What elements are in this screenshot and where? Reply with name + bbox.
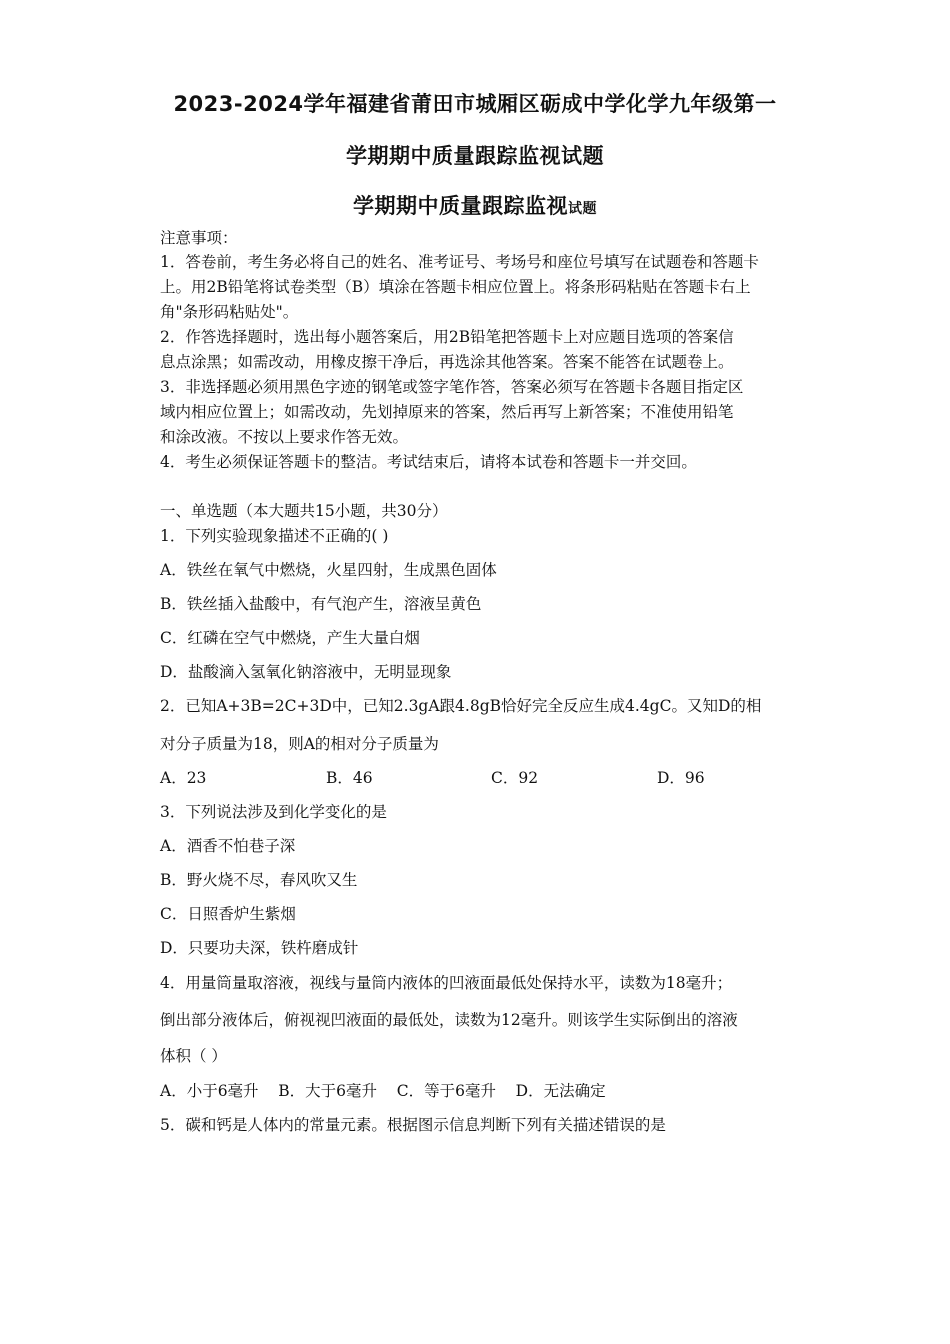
notice-line: 上。用2B铅笔将试卷类型（B）填涂在答题卡相应位置上。将条形码粘贴在答题卡右上 [160,278,751,296]
question-2-option-a: A．23 [160,769,207,787]
question-5-stem: 5．碳和钙是人体内的常量元素。根据图示信息判断下列有关描述错误的是 [160,1116,666,1134]
question-3-option-a: A．酒香不怕巷子深 [160,837,296,855]
question-1-stem: 1．下列实验现象描述不正确的( ) [160,527,389,545]
question-2-option-d: D．96 [657,769,705,787]
notice-line: 1．答卷前，考生务必将自己的姓名、准考证号、考场号和座位号填写在试题卷和答题卡 [160,253,759,271]
question-2-option-b: B．46 [326,769,373,787]
question-3-stem: 3．下列说法涉及到化学变化的是 [160,803,387,821]
question-3-option-b: B．野火烧不尽，春风吹又生 [160,871,358,889]
question-1-option-c: C．红磷在空气中燃烧，产生大量白烟 [160,629,420,647]
notice-line: 角"条形码粘贴处"。 [160,303,299,321]
question-2-stem-line1: 2．已知A+3B=2C+3D中，已知2.3gA跟4.8gB恰好完全反应生成4.4gC。又知D的相 [160,697,762,715]
notice-line: 和涂改液。不按以上要求作答无效。 [160,428,409,446]
notice-line: 息点涂黑；如需改动，用橡皮擦干净后，再选涂其他答案。答案不能答在试题卷上。 [160,353,734,371]
exam-title-line2: 学期期中质量跟踪监视试题 [346,144,604,168]
exam-title-line3-small: 试题 [568,201,597,217]
notice-heading: 注意事项： [160,229,238,247]
question-3-option-c: C．日照香炉生紫烟 [160,905,296,923]
question-4-stem-line3: 体积（ ） [160,1047,227,1065]
exam-title-line3 [0,190,950,220]
section-heading: 一、单选题（本大题共15小题，共30分） [160,502,448,520]
question-2-option-c: C．92 [491,769,539,787]
notice-line: 3．非选择题必须用黑色字迹的钢笔或签字笔作答，答案必须写在答题卡各题目指定区 [160,378,744,396]
notice-line: 2．作答选择题时，选出每小题答案后，用2B铅笔把答题卡上对应题目选项的答案信 [160,328,734,346]
exam-title-line1: 2023-2024学年福建省莆田市城厢区砺成中学化学九年级第一 [173,92,777,116]
exam-title-line3-main: 学期期中质量跟踪监视 [353,194,568,218]
question-4-stem-line2: 倒出部分液体后，俯视视凹液面的最低处，读数为12毫升。则该学生实际倒出的溶液 [160,1011,738,1029]
question-1-option-b: B．铁丝插入盐酸中，有气泡产生，溶液呈黄色 [160,595,482,613]
question-4-options: A．小于6毫升 B．大于6毫升 C．等于6毫升 D．无法确定 [160,1082,606,1100]
notice-line: 域内相应位置上；如需改动，先划掉原来的答案，然后再写上新答案；不准使用铅笔 [160,403,734,421]
question-2-stem-line2: 对分子质量为18，则A的相对分子质量为 [160,735,439,753]
question-4-stem-line1: 4．用量筒量取溶液，视线与量筒内液体的凹液面最低处保持水平，读数为18毫升； [160,974,733,992]
question-1-option-d: D．盐酸滴入氢氧化钠溶液中，无明显现象 [160,663,452,681]
question-1-option-a: A．铁丝在氧气中燃烧，火星四射，生成黑色固体 [160,561,497,579]
notice-line: 4．考生必须保证答题卡的整洁。考试结束后，请将本试卷和答题卡一并交回。 [160,453,697,471]
question-3-option-d: D．只要功夫深，铁杵磨成针 [160,939,359,957]
